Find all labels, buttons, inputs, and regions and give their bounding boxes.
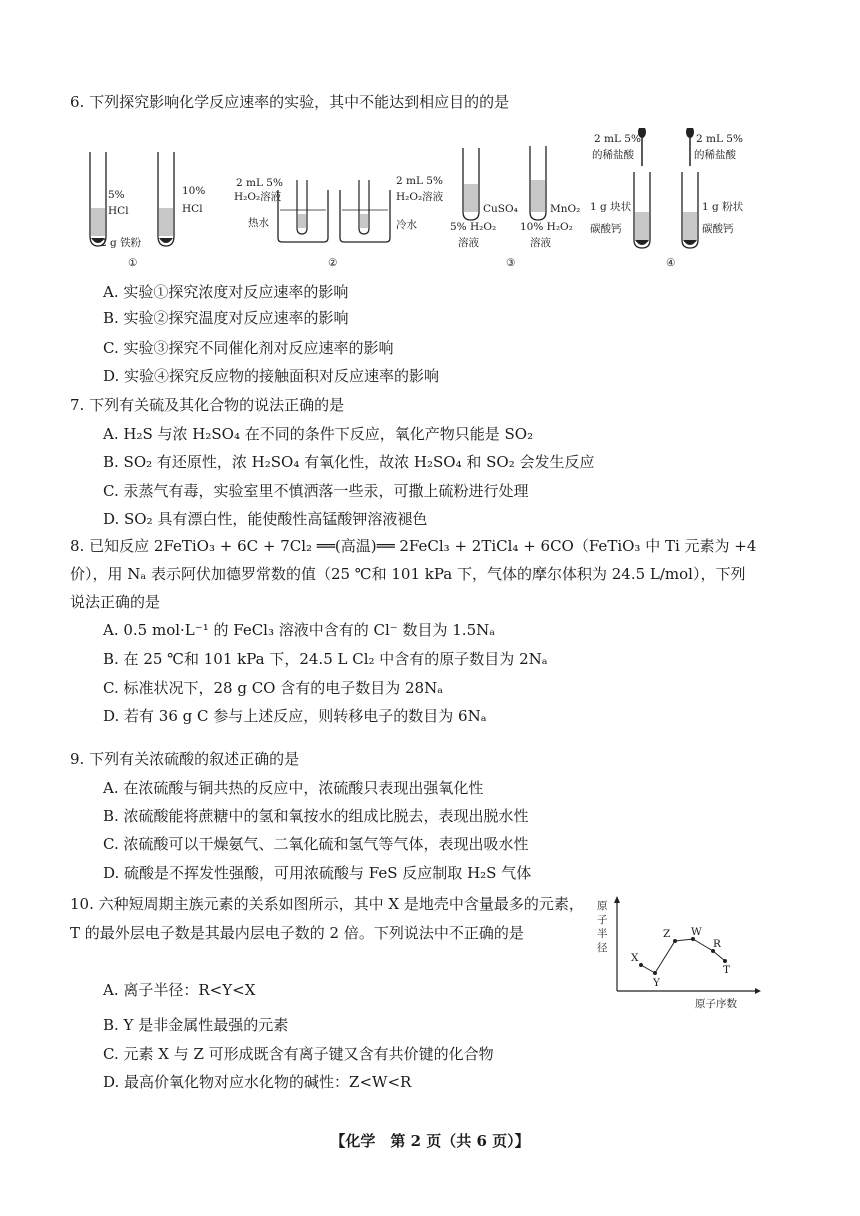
atomic-radius-graph xyxy=(595,893,765,1013)
fig4-label-2ml-b: 2 mL 5% xyxy=(696,133,743,145)
fig4-label-2ml-a: 2 mL 5% xyxy=(594,133,641,145)
q8-option-b: B. 在 25 ℃和 101 kPa 下，24.5 L Cl₂ 中含有的原子数目为 2Nₐ xyxy=(103,650,548,668)
y-label-3: 半 xyxy=(597,928,608,940)
q7-option-a: A. H₂S 与浓 H₂SO₄ 在不同的条件下反应，氧化产物只能是 SO₂ xyxy=(103,425,534,443)
atomic-radius-plot xyxy=(595,893,765,1013)
q9-option-a: A. 在浓硫酸与铜共热的反应中，浓硫酸只表现出强氧化性 xyxy=(103,779,484,797)
fig2-label-cold-water: 冷水 xyxy=(396,219,417,231)
fig4-label-block: 1 g 块状 xyxy=(590,201,632,213)
q10-option-a: A. 离子半径：R<Y<X xyxy=(103,981,256,999)
q10-option-b: B. Y 是非金属性最强的元素 xyxy=(103,1016,289,1034)
question-6-figure xyxy=(78,128,768,274)
y-label-4: 径 xyxy=(597,942,608,954)
y-axis-arrow xyxy=(614,896,620,903)
fig3-label-10pct-h2o2: 10% H₂O₂ xyxy=(520,221,573,233)
fig4-label-hcl-a: 的稀盐酸 xyxy=(592,149,634,161)
label-w: W xyxy=(691,926,702,938)
figure-2-water-baths xyxy=(234,175,444,269)
point-y xyxy=(653,971,657,975)
fig1-label-hcl-b: HCl xyxy=(182,203,203,215)
x-axis-arrow xyxy=(755,988,761,994)
fig3-label-solution-a: 溶液 xyxy=(458,237,479,249)
q7-option-c: C. 汞蒸气有毒，实验室里不慎洒落一些汞，可撒上硫粉进行处理 xyxy=(103,482,529,500)
fig2-number: ② xyxy=(328,257,338,269)
fig3-label-cuso4: CuSO₄ xyxy=(483,203,518,215)
fig1-label-hcl-a: HCl xyxy=(108,205,129,217)
q6-option-b: B. 实验②探究温度对反应速率的影响 xyxy=(103,309,349,327)
page-footer: 【化学 第 2 页（共 6 页）】 xyxy=(330,1132,530,1150)
label-z: Z xyxy=(663,928,671,940)
figure-4-droppers xyxy=(590,128,744,269)
y-label-1: 原 xyxy=(597,900,608,912)
q7-option-b: B. SO₂ 有还原性，浓 H₂SO₄ 有氧化性，故浓 H₂SO₄ 和 SO₂ 会发生反应 xyxy=(103,453,595,471)
figure-1-test-tubes xyxy=(90,152,205,269)
label-y: Y xyxy=(653,977,660,989)
q9-option-b: B. 浓硫酸能将蔗糖中的氢和氧按水的组成比脱去，表现出脱水性 xyxy=(103,807,529,825)
fig4-label-caco3-b: 碳酸钙 xyxy=(702,223,734,235)
fig4-number: ④ xyxy=(666,257,676,269)
fig4-label-caco3-a: 碳酸钙 xyxy=(590,223,622,235)
q10-option-c: C. 元素 X 与 Z 可形成既含有离子键又含有共价键的化合物 xyxy=(103,1045,494,1063)
x-label: 原子序数 xyxy=(695,998,737,1010)
point-x xyxy=(639,963,643,967)
fig2-label-2ml-a: 2 mL 5% xyxy=(236,177,283,189)
q9-option-c: C. 浓硫酸可以干燥氨气、二氧化硫和氢气等气体，表现出吸水性 xyxy=(103,835,529,853)
fig3-number: ③ xyxy=(506,257,516,269)
fig4-label-hcl-b: 的稀盐酸 xyxy=(694,149,736,161)
q10-option-d: D. 最高价氧化物对应水化物的碱性：Z<W<R xyxy=(103,1073,412,1091)
q8-option-c: C. 标准状况下，28 g CO 含有的电子数目为 28Nₐ xyxy=(103,679,444,697)
fig1-label-5pct: 5% xyxy=(108,189,125,201)
question-8-stem: 8. 已知反应 2FeTiO₃ + 6C + 7Cl₂ ══(高温)══ 2FeCl₃ + 2TiCl₄ + 6CO（FeTiO₃ 中 Ti 元素为 +4 价），用 Nₐ 表示阿伏加德罗常数的值（25 ℃和 101 kPa 下，气体的摩尔体积为 24.5 L/mol），下列说法正确的是 xyxy=(70,537,757,611)
fig3-label-5pct-h2o2: 5% H₂O₂ xyxy=(450,221,497,233)
fig1-label-10pct: 10% xyxy=(182,185,206,197)
point-z xyxy=(673,939,677,943)
q8-option-d: D. 若有 36 g C 参与上述反应，则转移电子的数目为 6Nₐ xyxy=(103,707,487,725)
q6-option-a: A. 实验①探究浓度对反应速率的影响 xyxy=(103,283,349,301)
fig2-label-hot-water: 热水 xyxy=(248,217,269,229)
fig4-label-powder: 1 g 粉状 xyxy=(702,201,744,213)
q6-option-c: C. 实验③探究不同催化剂对反应速率的影响 xyxy=(103,339,394,357)
fig2-label-h2o2-a: H₂O₂溶液 xyxy=(234,191,282,203)
fig3-label-mno2: MnO₂ xyxy=(550,203,581,215)
question-6-stem: 6. 下列探究影响化学反应速率的实验，其中不能达到相应目的的是 xyxy=(70,93,510,111)
label-x: X xyxy=(631,952,639,964)
fig2-label-h2o2-b: H₂O₂溶液 xyxy=(396,191,444,203)
question-7-stem: 7. 下列有关硫及其化合物的说法正确的是 xyxy=(70,396,345,414)
q6-option-d: D. 实验④探究反应物的接触面积对反应速率的影响 xyxy=(103,367,440,385)
question-9-stem: 9. 下列有关浓硫酸的叙述正确的是 xyxy=(70,750,300,768)
y-label-2: 子 xyxy=(597,914,608,926)
fig1-number: ① xyxy=(128,257,138,269)
fig3-label-solution-b: 溶液 xyxy=(530,237,551,249)
experiment-apparatus-diagrams xyxy=(78,128,768,274)
q8-option-a: A. 0.5 mol·L⁻¹ 的 FeCl₃ 溶液中含有的 Cl⁻ 数目为 1.5Nₐ xyxy=(103,621,496,639)
figure-3-catalyst-tubes xyxy=(450,146,580,269)
fig2-label-2ml-b: 2 mL 5% xyxy=(396,175,443,187)
label-t: T xyxy=(723,964,731,976)
point-t xyxy=(723,959,727,963)
q9-option-d: D. 硫酸是不挥发性强酸，可用浓硫酸与 FeS 反应制取 H₂S 气体 xyxy=(103,864,532,882)
fig1-label-iron: 2 g 铁粉 xyxy=(100,237,142,249)
label-r: R xyxy=(713,938,721,950)
q7-option-d: D. SO₂ 具有漂白性，能使酸性高锰酸钾溶液褪色 xyxy=(103,510,428,528)
question-10-stem: 10. 六种短周期主族元素的关系如图所示，其中 X 是地壳中含量最多的元素，T 的最外层电子数是其最内层电子数的 2 倍。下列说法中不正确的是 xyxy=(70,895,584,942)
